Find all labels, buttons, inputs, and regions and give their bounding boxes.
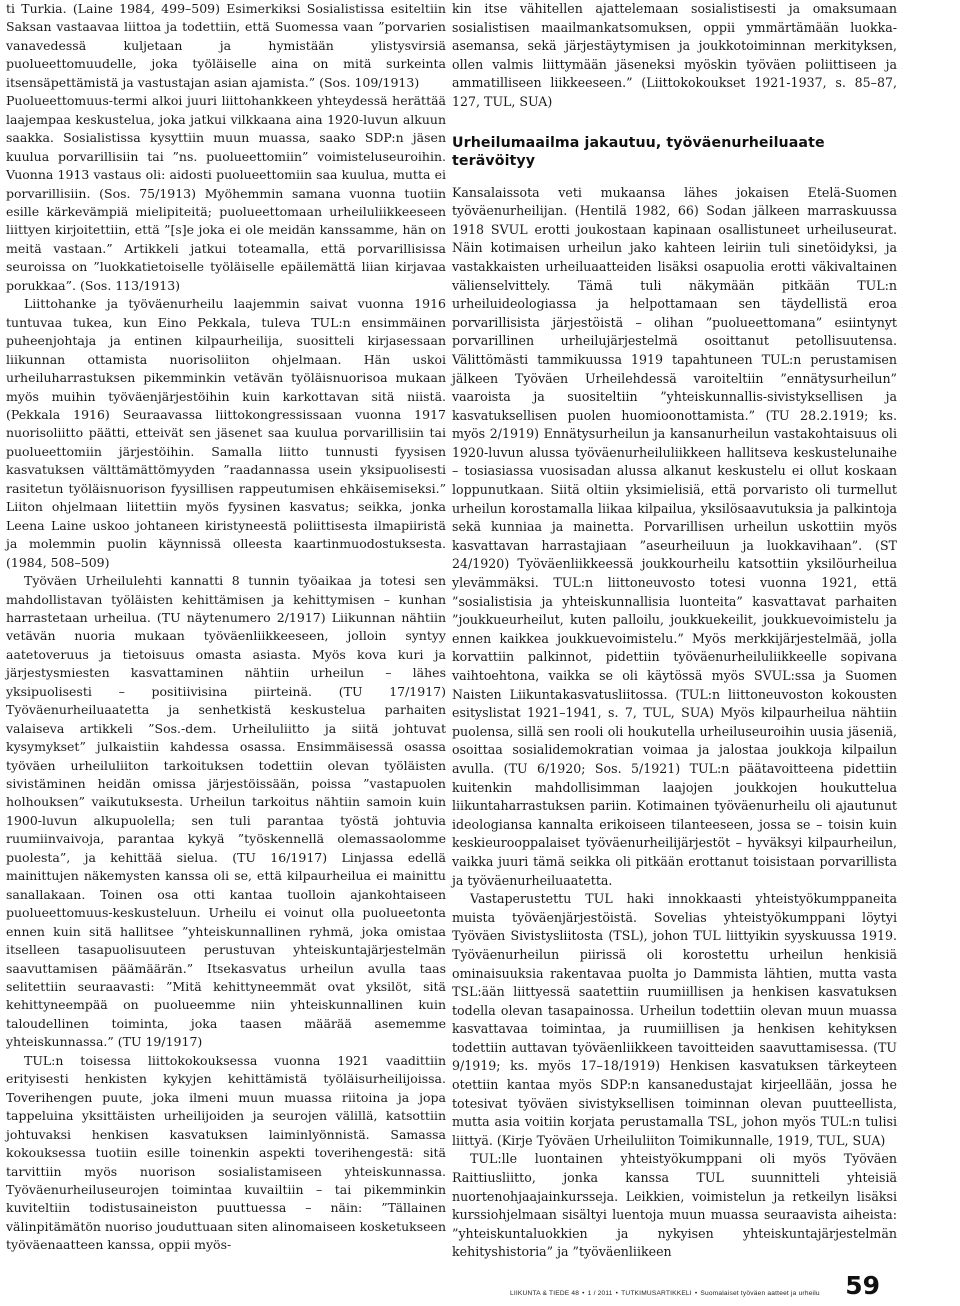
left-column: [6, 0, 446, 1255]
body-paragraph: ti Turkia. (Laine 1984, 499–509) Esimerkiksi Sosialistissa esiteltiin Saksan vastaavaa liittoa ja todettiin, että Suomessa vaan ”porvarien vanavedessä kuljetaan ja hymistään ylistysvirsiä puolueettomuudelle, joka työläiselle aina on mitä surkeinta itsensäpettämistä ja vastustajan asian ajamista.” (Sos. 109/1913): [6, 1, 446, 90]
section-label: TUTKIMUSARTIKKELI: [621, 1290, 692, 1297]
journal-name: LIIKUNTA & TIEDE 48: [510, 1290, 580, 1297]
body-paragraph: Liittohanke ja työväenurheilu laajemmin saivat vuonna 1916 tuntuvaa tukea, kun Eino Pekkala, tuleva TUL:n ensimmäinen puheenjohtaja ja entinen kilpaurheilija, suositteli kirjasessaan liikunnan ottamista nuorisoliiton ohjelmaan. Hän uskoi urheiluharrastuksen pikemminkin vetävän työläisnuorisoa mukaan myös muihin työväenjärjestöihin kuin karkottavan sitä niistä. (Pekkala 1916) Seuraavassa liittokongressissaan vuonna 1917 nuorisoliitto päätti, etteivät sen jäsenet saa kuulua porvarillisiin tai puolueettomiin järjestöihin. Samalla liitto tunnusti fyysisen kasvatuksen välttämättömyyden ”raadannassa usein yksipuolisesti rasitetun työläisnuorison fyysillisen rappeutumisen ehkäisemiseksi.” Liiton ohjelmaan liitettiin myös fyysinen kasvatus; seikka, jonka Leena Laine uskoo johtaneen kiristyneestä poliittisesta ilmapiiristä ja molemmin puolin käynnissä olleesta kaartinmuodostuksesta. (1984, 508–509): [6, 296, 446, 570]
article-title: Suomalaiset työväen aatteet ja urheilu: [700, 1290, 820, 1297]
body-paragraph: TUL:n toisessa liittokokouksessa vuonna 1921 vaadittiin erityisesti henkisten kykyjen kehittämistä työläisurheilijoissa. Toverihengen puute, joka ilmeni muun muassa riitoina ja jopa tappeluina yksittäisten urheilijoiden ja seurojen välillä, katsottiin johtuvaksi henkisen kasvatuksen laiminlyönnistä. Samassa kokouksessa tuotiin esille toinenkin aspekti toverihengestä: sitä tarvittiin myös nuorison sosialistamiseen yhteiskunnassa. Työväenurheiluseurojen toimintaa kuvailtiin – tai pikemminkin kuviteltiin todistusaineiston puuttuessa – näin: ”Tällainen välinpitämätön nuoriso jouduttuaan siten alinomaiseen kosketukseen työväenaatteen kanssa, oppii myös-: [6, 1052, 446, 1253]
issue-number: 1 / 2011: [587, 1290, 613, 1297]
right-column: [452, 0, 897, 1262]
body-paragraph: Kansalaissota veti mukaansa lähes jokaisen Etelä-Suomen työväenurheilijan. (Hentilä 1982, 66) Sodan jälkeen marraskuussa 1918 SVUL erotti joukostaan kapinaan osallistuneet urheiluseurat. Näin kotimaisen urheilun jako kahteen leiriin tuli sinetöidyksi, ja vastakkaisten urheiluaatteiden lisäksi osapuolia erotti väkivaltainen välienselvittely. Tämä tuli näkymään pitkään TUL:n urheiluideologiassa ja helpottamaan sen täydellistä eroa porvarillisista järjestöistä – olihan ”puolueettomana” esiintynyt porvarillinen urheilujärjestelmä osoittanut petollisuutensa. Välittömästi tammikuussa 1919 tapahtuneen TUL:n perustamisen jälkeen Työväen Urheilehdessä varoiteltiin ”ennätysurheilun” vaaroista ja suositeltiin ”yhteiskunnallis-sivistyksellisen ja kasvatuksellisen puolen huomioonottamista.” (TU 28.2.1919; ks. myös 2/1919) Ennätysurheilun ja kansanurheilun vastakohtaisuus oli 1920-luvun alussa työväenurheiluliikkeen hallitseva keskustelunaihe – tosiasiassa vuosisadan alussa alkanut keskustelu ei ollut koskaan loppunutkaan. Siitä oltiin yksimielisiä, että porvaristo oli turmellut urheilun korostamalla liikaa kilpailua, yksilösaavutuksia ja palkintoja sekä kunniaa ja mainetta. Porvarillisen urheilun uskottiin myös kasvattavan harrastajiaan ”aseurheiluun ja luokkavihaan”. (ST 24/1920) Työväenliikkeessä joukkourheilu katsottiin yksilöurheilua ylevämmäksi. TUL:n liittoneuvosto totesi vuonna 1921, että ”sosialistisia ja yhteiskunnallisia luonteita” kasvattavat parhaiten ”joukkueurheilut, kuten palloilu, joukkuekeilit, joukkuevoimistelu ja ennen kaikkea joukkuevoimistelu.” Myös merkkijärjestelmää, jolla korvattiin palkinnot, pidettiin työväenurheiluliikkeelle sopivana vaihtoehtona, vaikka se oli käytössä myös SVUL:ssa ja Suomen Naisten Liikuntakasvatusliitossa. (TUL:n liittoneuvoston kokousten esityslistat 1921–1941, s. 7, TUL, SUA) Myös kilpaurheilua nähtiin puolensa, sillä sen rooli oli houkutella urheiluseuroihin uusia jäseniä, osoittaa sosialidemokratian voimaa ja jalostaa joukkoja kilpailun avulla. (TU 6/1920; Sos. 5/1921) TUL:n päätavoitteena pidettiin kuitenkin mahdollisimman laajojen joukkojen houkuttelua liikuntaharrastuksen pariin. Kotimainen työväenurheilu oli ajautunut ideologiansa kannalta erikoiseen tilanteeseen, jossa se – toisin kuin keskieurooppalaiset työväenurheilijärjestöt – hyväksyi kilpaurheilun, vaikka juuri tämä seikka oli pitkään erottanut toisistaan porvarillista ja työväenurheiluaatetta.: [452, 184, 897, 888]
section-heading: Urheilumaailma jakautuu, työväenurheiluaate terävöityy: [452, 134, 825, 169]
body-paragraph: Työväen Urheilulehti kannatti 8 tunnin työaikaa ja totesi sen mahdollistavan työläisten kehittämisen ja kehittymisen – kunhan harrastetaan urheilua. (TU näytenumero 2/1917) Liikunnan nähtiin vetävän nuoria mukaan työväenliikkeeseen, jolloin syntyy aatetoveruus ja tietoisuus omasta asiasta. Myös kova kuri ja järjestysmiesten kasvattaminen nähtiin urheilun – lähes yksipuolisesti – positiivisina piirteinä. (TU 17/1917) Työväenurheiluaatetta ja senhetkistä keskustelua parhaiten valaiseva artikkeli ”Sos.-dem. Urheiluliitto ja siitä johtuvat kysymykset” julkaistiin kahdessa osassa. Ensimmäisessä osassa työväen urheiluliiton tarkoituksen todettiin olevan työläisten sivistäminen heidän omissa järjestöissään, poissa ”vastapuolen holhouksen” vaikutuksesta. Urheilun tarkoitus nähtiin samoin kuin 1900-luvun alkupuolella; sen tuli parantaa työstä johtuvia ruumiinvaivoja, parantaa kykyä ”työskennellä olemassaolomme puolesta”, ja kehittää sielua. (TU 16/1917) Linjassa edellä mainittujen näkemysten kanssa oli se, että kilpaurheilua ei mainittu sanallakaan. Toinen osa otti kantaa tuolloin ajankohtaiseen puolueettomuus-keskusteluun. Urheilu ei voinut olla puolueetonta ennen kuin sitä hallitsee ”yhteiskunnallinen ryhmä, joka omistaa itselleen tasapuolisuuteen perustuvan yhteiskuntajärjestelmän saavuttamisen päämäärän.” Itsekasvatus urheilun avulla taas selitettiin seuraavasti: ”Mitä kehittyneemmät ovat yksilöt, sitä kehittyneempää on puolueemme niin yhteiskunnallinen kuin taloudellinen toiminta, joka taasen määrää asememme yhteiskunnassa.” (TU 19/1917): [6, 573, 446, 1050]
body-paragraph: Puolueettomuus-termi alkoi juuri liittohankkeen yhteydessä herättää laajempaa keskustelua, joka jatkui vilkkaana aina 1920-luvun alkuun saakka. Sosialistissa kysyttiin muun muassa, saako SDP:n jäsen kuulua porvarillisiin tai ”ns. puolueettomiin” voimisteluseuroihin. Vuonna 1913 vastaus oli: aidosti puolueettomiin saa kuulua, mutta ei porvarillisiin. (Sos. 75/1913) Myöhemmin samana vuonna tuotiin esille kärkevämpiä mielipiteitä; puolueettomaan urheiluliikkeeseen liittyen kirjoitettiin, että ”[s]e joka ei ole meidän kanssamme, hän on meitä vastaan.” Artikkeli jatkui toteamalla, että porvarillisissa seuroissa on ”luokkatietoiselle työläiselle epäilemättä liian kirjavaa porukkaa”. (Sos. 113/1913): [6, 93, 446, 293]
body-paragraph: kin itse vähitellen ajattelemaan sosialistisesti ja omaksumaan sosialistisen maailmankatsomuksen, oppii ymmärtämään luokka-asemansa, sekä järjestäytymisen ja joukkotoiminnan merkityksen, ollen valmis liittymään jäseneksi myöskin työväen poliittiseen ja ammatilliseen liikkeeseen.” (Liittokokoukset 1921-1937, s. 85–87, 127, TUL, SUA): [452, 1, 897, 109]
body-paragraph: Vastaperustettu TUL haki innokkaasti yhteistyökumppaneita muista työväenjärjestöistä. Sovelias yhteistyökumppani löytyi Työväen Sivistysliitosta (TSL), johon TUL liittyikin syyskuussa 1919. Työväenurheilun piirissä oli korostettu urheilun henkisiä ominaisuuksia rakentavaa puolta jo Dammista lähtien, mutta vasta TSL:ään liittyessä saatettiin ruumiillisen ja henkisen kasvatuksen todella olevan tasapainossa. Urheilun todettiin olevan muun muassa kasvattavaa toimintaa, ja ruumiillisen ja henkisen kehityksen todettiin auttavan työväenliikkeen tavoitteiden saavuttamisessa. (TU 9/1919; ks. myös 17–18/1919) Henkisen kasvatuksen tärkeyteen otettiin kantaa myös SDP:n kansanedustajat kirjeellään, jossa he totesivat työväen sivistyksellisen toiminnan olevan puutteellista, mutta asia voitiin korjata perustamalla TSL, johon myös TUL:n tulisi liittyä. (Kirje Työväen Urheiluliiton Toimikunnalle, 1919, TUL, SUA): [452, 891, 897, 1148]
body-paragraph: TUL:lle luontainen yhteistyökumppani oli myös Työväen Raittiusliitto, jonka kanssa TUL suunnitteli yhteisiä nuortenohjaajainkursseja. Leikkien, voimistelun ja retkeilyn lisäksi kurssiohjelmaan sisältyi luentoja muun muassa seuraavista aiheista: ”yhteiskuntaluokkien ja nykyisen yhteiskuntajärjestelmän kehityshistoria” ja ”työväenliikeen: [452, 1151, 897, 1260]
running-footer: LIIKUNTA & TIEDE 48 • 1 / 2011 • TUTKIMUSARTIKKELI • Suomalaiset työväen aatteet ja urheilu: [510, 1290, 820, 1297]
page-footer: [0, 1266, 960, 1306]
page-number: 59: [845, 1271, 880, 1300]
